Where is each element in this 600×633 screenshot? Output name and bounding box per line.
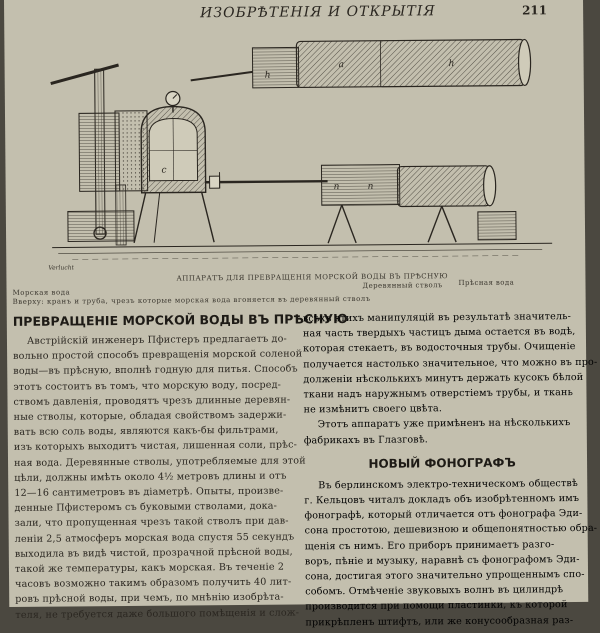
text-line: не измѣнитъ своего цвѣта.: [304, 400, 580, 418]
caption-sea-water: Морская вода: [13, 288, 71, 297]
ground: [52, 243, 552, 259]
text-line: производится при помощи пластинки, къ которой: [305, 597, 581, 615]
text-line: теля, не требуется даже большого помѣщенія и слож-: [15, 605, 295, 623]
engraver-signature: Verlucht: [48, 264, 74, 271]
text-line: которая стекаетъ, въ водосточныя трубы. Очищеніе: [303, 339, 579, 357]
text-line: денные Пфистеромъ съ буковыми стволами, дока-: [14, 499, 294, 517]
desalination-apparatus-engraving: [40, 19, 562, 276]
letter-label: h: [265, 71, 271, 81]
text-line: фабрикахъ въ Глазговѣ.: [304, 431, 580, 449]
text-line: г. Кельцовъ читалъ докладъ объ изобрѣтенномъ имъ: [304, 491, 580, 509]
running-title: ИЗОБРѢТЕНІЯ И ОТКРЫТІЯ: [200, 3, 436, 21]
text-line: выходила въ видѣ чистой, прозрачной прѣсной воды,: [15, 544, 295, 562]
text-line: зали, что пропущенная чрезъ такой стволъ при дав-: [15, 514, 295, 532]
feed-pump-tower: [51, 65, 149, 246]
text-line: воды—въ прѣсную, вполнѣ годную для питья. Способъ: [13, 362, 293, 380]
letter-label: a: [339, 60, 344, 70]
text-line: прикрѣпленъ штифтъ, или же конусообразная раз-: [305, 613, 581, 631]
text-line: ная часть твердыхъ частицъ дыма остается въ водѣ,: [303, 324, 579, 342]
caption-top-detail: Вверху: кранъ и труба, чрезъ которые морская вода вгоняется въ деревянный стволъ: [13, 295, 371, 306]
article-heading-phonograph: НОВЫЙ ФОНОГРАФЪ: [304, 454, 580, 472]
letter-label: h: [449, 59, 455, 69]
text-line: щенія съ нимъ. Его приборъ принимаетъ разго-: [305, 537, 581, 555]
text-line: часовъ возможно такимъ образомъ получить 40 лит-: [15, 575, 295, 593]
page-number: 211: [522, 3, 547, 17]
article-body-phonograph: [304, 476, 581, 630]
article-body-continued: [303, 309, 580, 448]
text-line: леніи 2,5 атмосферъ морская вода спустя 55 секундъ: [15, 529, 295, 547]
text-line: всѣхъ этихъ манипуляцій въ результатѣ значитель-: [303, 309, 579, 327]
book-page: [4, 0, 588, 607]
text-line: сона, достигая этого значительно упрощеннымъ спо-: [305, 567, 581, 585]
text-line: собомъ. Отмѣченіе звуковыхъ волнъ въ цилиндрѣ: [305, 582, 581, 600]
letter-label: c: [161, 166, 166, 176]
caption-wooden-trunk: Деревянный стволъ: [362, 281, 442, 290]
text-line: ные стволы, которые, обладая свойствомъ задержи-: [14, 408, 294, 426]
text-line: воръ, пѣніе и музыку, наравнѣ съ фонографомъ Эди-: [305, 552, 581, 570]
article-heading-desalination: ПРЕВРАЩЕНІЕ МОРСКОЙ ВОДЫ ВЪ ПРѢСНУЮ: [13, 311, 293, 329]
text-line: получается настолько значительное, что можно въ про-: [303, 355, 579, 373]
text-line: ная вода. Деревянные стволы, употребляемые для этой: [14, 453, 294, 471]
text-line: Австрійскій инженеръ Пфистеръ предлагаетъ до-: [13, 331, 293, 349]
upper-wooden-trunk: [190, 39, 530, 88]
lower-wooden-trunk: [321, 164, 516, 244]
text-line: ровъ прѣсной воды, при чемъ, по мнѣнію изобрѣта-: [15, 590, 295, 608]
right-column: [303, 309, 582, 611]
text-line: такой же температуры, какъ морская. Въ теченіе 2: [15, 560, 295, 578]
text-line: вать всю соль воды, являются какъ-бы фильтрами,: [14, 423, 294, 441]
figure-caption: АППАРАТЪ ДЛЯ ПРЕВРАЩЕНІЯ МОРСКОЙ ВОДЫ ВЪ ПРѢСНУЮ: [176, 272, 448, 282]
left-column: [13, 311, 296, 613]
letter-label: n: [368, 182, 374, 192]
article-body-desalination: [13, 331, 296, 622]
main-pipe: [206, 171, 328, 188]
text-line: ткани надъ наружнымъ отверстіемъ трубы, и ткань: [303, 385, 579, 403]
text-line: этотъ состоитъ въ томъ, что морскую воду, посред-: [13, 377, 293, 395]
text-line: долженіи нѣсколькихъ минутъ держать кусокъ бѣлой: [303, 370, 579, 388]
text-line: 12—16 сантиметровъ въ діаметрѣ. Опыты, произве-: [14, 484, 294, 502]
text-line: цѣли, должны имѣть около 4½ метровъ длины и отъ: [14, 468, 294, 486]
text-line: вольно простой способъ превращенія морской соленой: [13, 347, 293, 365]
text-line: сона простотою, дешевизною и общепонятностью обра-: [305, 521, 581, 539]
text-line: фонографѣ, который отличается отъ фонографа Эди-: [304, 506, 580, 524]
text-line: Этотъ аппаратъ уже примѣненъ на нѣсколькихъ: [304, 415, 580, 433]
text-line: изъ которыхъ выходитъ чистая, лишенная соли, прѣс-: [14, 438, 294, 456]
caption-fresh-water: Прѣсная вода: [458, 279, 514, 287]
letter-label: n: [334, 182, 340, 192]
text-line: ствомъ давленія, проводятъ чрезъ длинные деревян-: [13, 392, 293, 410]
text-line: Въ берлинскомъ электро-техническомъ обществѣ: [304, 476, 580, 494]
